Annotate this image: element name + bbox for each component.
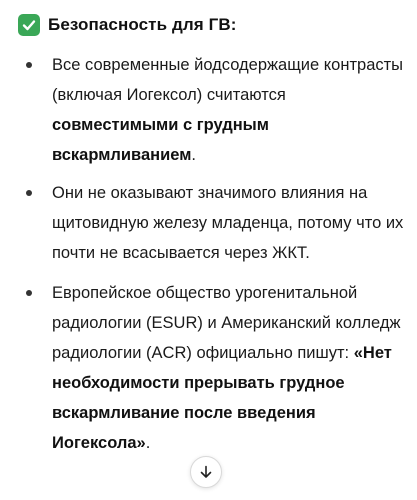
section-title: Безопасность для ГВ: bbox=[48, 15, 237, 34]
bullet-dot bbox=[26, 290, 32, 296]
scroll-down-button[interactable] bbox=[190, 456, 222, 488]
bullet-dot bbox=[26, 62, 32, 68]
list-item bbox=[52, 178, 404, 268]
list-item-bold-text: «Нет необходимости прерывать грудное вскармливание после введения Иогексола» bbox=[52, 344, 392, 452]
list-item-text: Европейское общество урогенитальной радиологии (ESUR) и Американский колледж радиологии (ACR) официально пишут: bbox=[52, 284, 401, 362]
list-item bbox=[52, 50, 404, 170]
list-item-text: Все современные йодсодержащие контрасты (включая Иогексол) считаются bbox=[52, 56, 404, 104]
list-item-bold-text: совместимыми с грудным вскармливанием bbox=[52, 116, 269, 164]
list-item-text-end: . bbox=[191, 146, 197, 164]
list-item-text: Они не оказывают значимого влияния на щитовидную железу младенца, потому что их почти не всасывается через ЖКТ. bbox=[52, 184, 404, 262]
bullet-dot bbox=[26, 190, 32, 196]
check-mark-icon bbox=[18, 14, 40, 36]
section-heading bbox=[18, 12, 236, 38]
list-item bbox=[52, 278, 404, 458]
arrow-down-icon bbox=[198, 464, 214, 480]
list-item-text-end: . bbox=[145, 434, 151, 452]
